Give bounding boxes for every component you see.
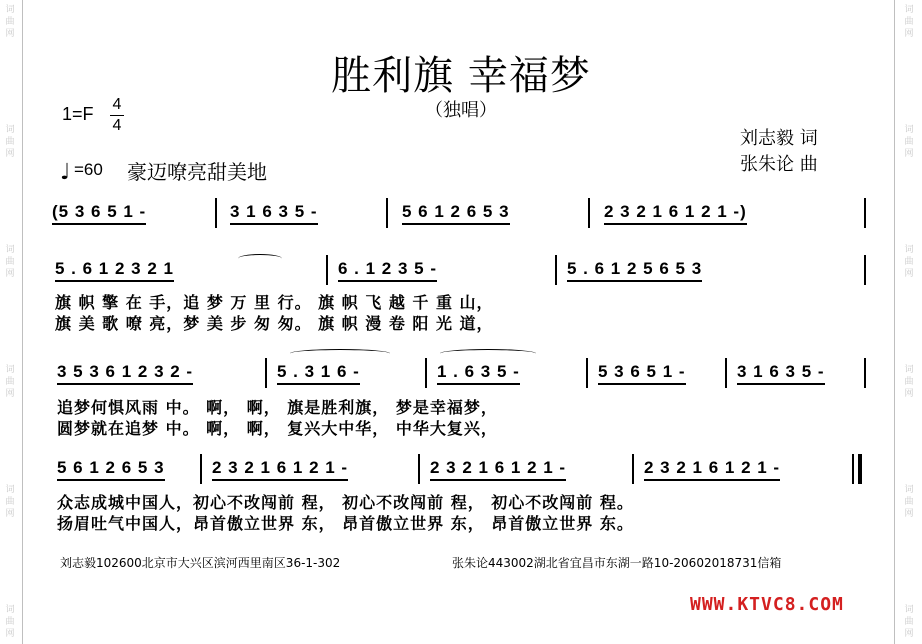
site-logo: WWW.KTVC8.COM [690,594,844,615]
final-barline-thick [858,454,862,484]
slur [238,254,282,263]
time-signature-top: 4 [112,96,122,113]
barline [632,454,634,484]
barline [386,198,388,228]
barline [215,198,217,228]
barline [265,358,267,388]
row2-measure1: 5 . 6 1 2 3 2 1 [55,259,174,282]
lyricist-credit: 刘志毅 词 [740,128,818,149]
row4-measure3: 2 3 2 1 6 1 2 1 - [430,458,566,481]
key-signature: 1=F [62,104,94,124]
barline [864,255,866,285]
row3-measure3: 1 . 6 3 5 - [437,362,520,385]
row1-measure4: 2 3 2 1 6 1 2 1 -) [604,202,747,225]
row2-lyrics-verse1: 旗 帜 擎 在 手，追 梦 万 里 行。 旗 帜 飞 越 千 重 山， [55,293,494,312]
barline [725,358,727,388]
row1-measure3: 5 6 1 2 6 5 3 [402,202,510,225]
time-signature [110,96,124,135]
row4-measure2: 2 3 2 1 6 1 2 1 - [212,458,348,481]
row4-lyrics-verse2: 扬眉吐气中国人，昂首傲立世界 东， 昂首傲立世界 东， 昂首傲立世界 东。 [57,514,634,533]
row4-measure1: 5 6 1 2 6 5 3 [57,458,165,481]
song-title: 胜利旗 幸福梦 [331,53,591,99]
barline [326,255,328,285]
final-barline-thin [852,454,854,484]
watermark-right-1: 词曲网 [904,5,914,39]
tempo-marking: =60 [74,160,103,179]
watermark-right-5: 词曲网 [904,485,914,519]
watermark-left-2: 词曲网 [5,125,15,159]
barline [200,454,202,484]
row3-lyrics-verse2: 圆梦就在追梦 中。 啊， 啊， 复兴大中华， 中华大复兴， [57,419,498,438]
row2-lyrics-verse2: 旗 美 歌 嘹 亮，梦 美 步 匆 匆。 旗 帜 漫 卷 阳 光 道， [55,314,494,333]
composer-credit: 张朱论 曲 [740,154,818,175]
watermark-left-4: 词曲网 [5,365,15,399]
row3-measure5: 3 1 6 3 5 - [737,362,825,385]
row1-measure1: (5 3 6 5 1 - [52,202,146,225]
watermark-right-2: 词曲网 [904,125,914,159]
time-signature-line [110,115,124,116]
footer-lyricist-address: 刘志毅102600北京市大兴区滨河西里南区36-1-302 [60,556,341,570]
watermark-right-3: 词曲网 [904,245,914,279]
barline [425,358,427,388]
row4-measure4: 2 3 2 1 6 1 2 1 - [644,458,780,481]
row2-measure2: 6 . 1 2 3 5 - [338,259,437,282]
barline [586,358,588,388]
row2-measure3: 5 . 6 1 2 5 6 5 3 [567,259,702,282]
barline [864,358,866,388]
footer-composer-address: 张朱论443002湖北省宜昌市东湖一路10-20602018731信箱 [452,556,782,570]
quarter-note-icon: ♩ [60,160,71,185]
row1-measure2: 3 1 6 3 5 - [230,202,318,225]
barline [864,198,866,228]
slur [290,349,390,358]
row3-lyrics-verse1: 追梦何惧风雨 中。 啊， 啊， 旗是胜利旗， 梦是幸福梦， [57,398,498,417]
watermark-left-6: 词曲网 [5,605,15,639]
row4-lyrics-verse1: 众志成城中国人，初心不改闯前 程， 初心不改闯前 程， 初心不改闯前 程。 [57,493,634,512]
row3-measure1: 3 5 3 6 1 2 3 2 - [57,362,193,385]
time-signature-bottom: 4 [112,117,122,134]
watermark-left-3: 词曲网 [5,245,15,279]
watermark-left-5: 词曲网 [5,485,15,519]
barline [588,198,590,228]
slur [440,349,536,358]
watermark-right-6: 词曲网 [904,605,914,639]
watermark-right-4: 词曲网 [904,365,914,399]
watermark-left-1: 词曲网 [5,5,15,39]
expression-marking: 豪迈嘹亮甜美地 [127,160,267,184]
row3-measure4: 5 3 6 5 1 - [598,362,686,385]
barline [555,255,557,285]
song-subtitle: （独唱） [425,100,497,121]
barline [418,454,420,484]
row3-measure2: 5 . 3 1 6 - [277,362,360,385]
